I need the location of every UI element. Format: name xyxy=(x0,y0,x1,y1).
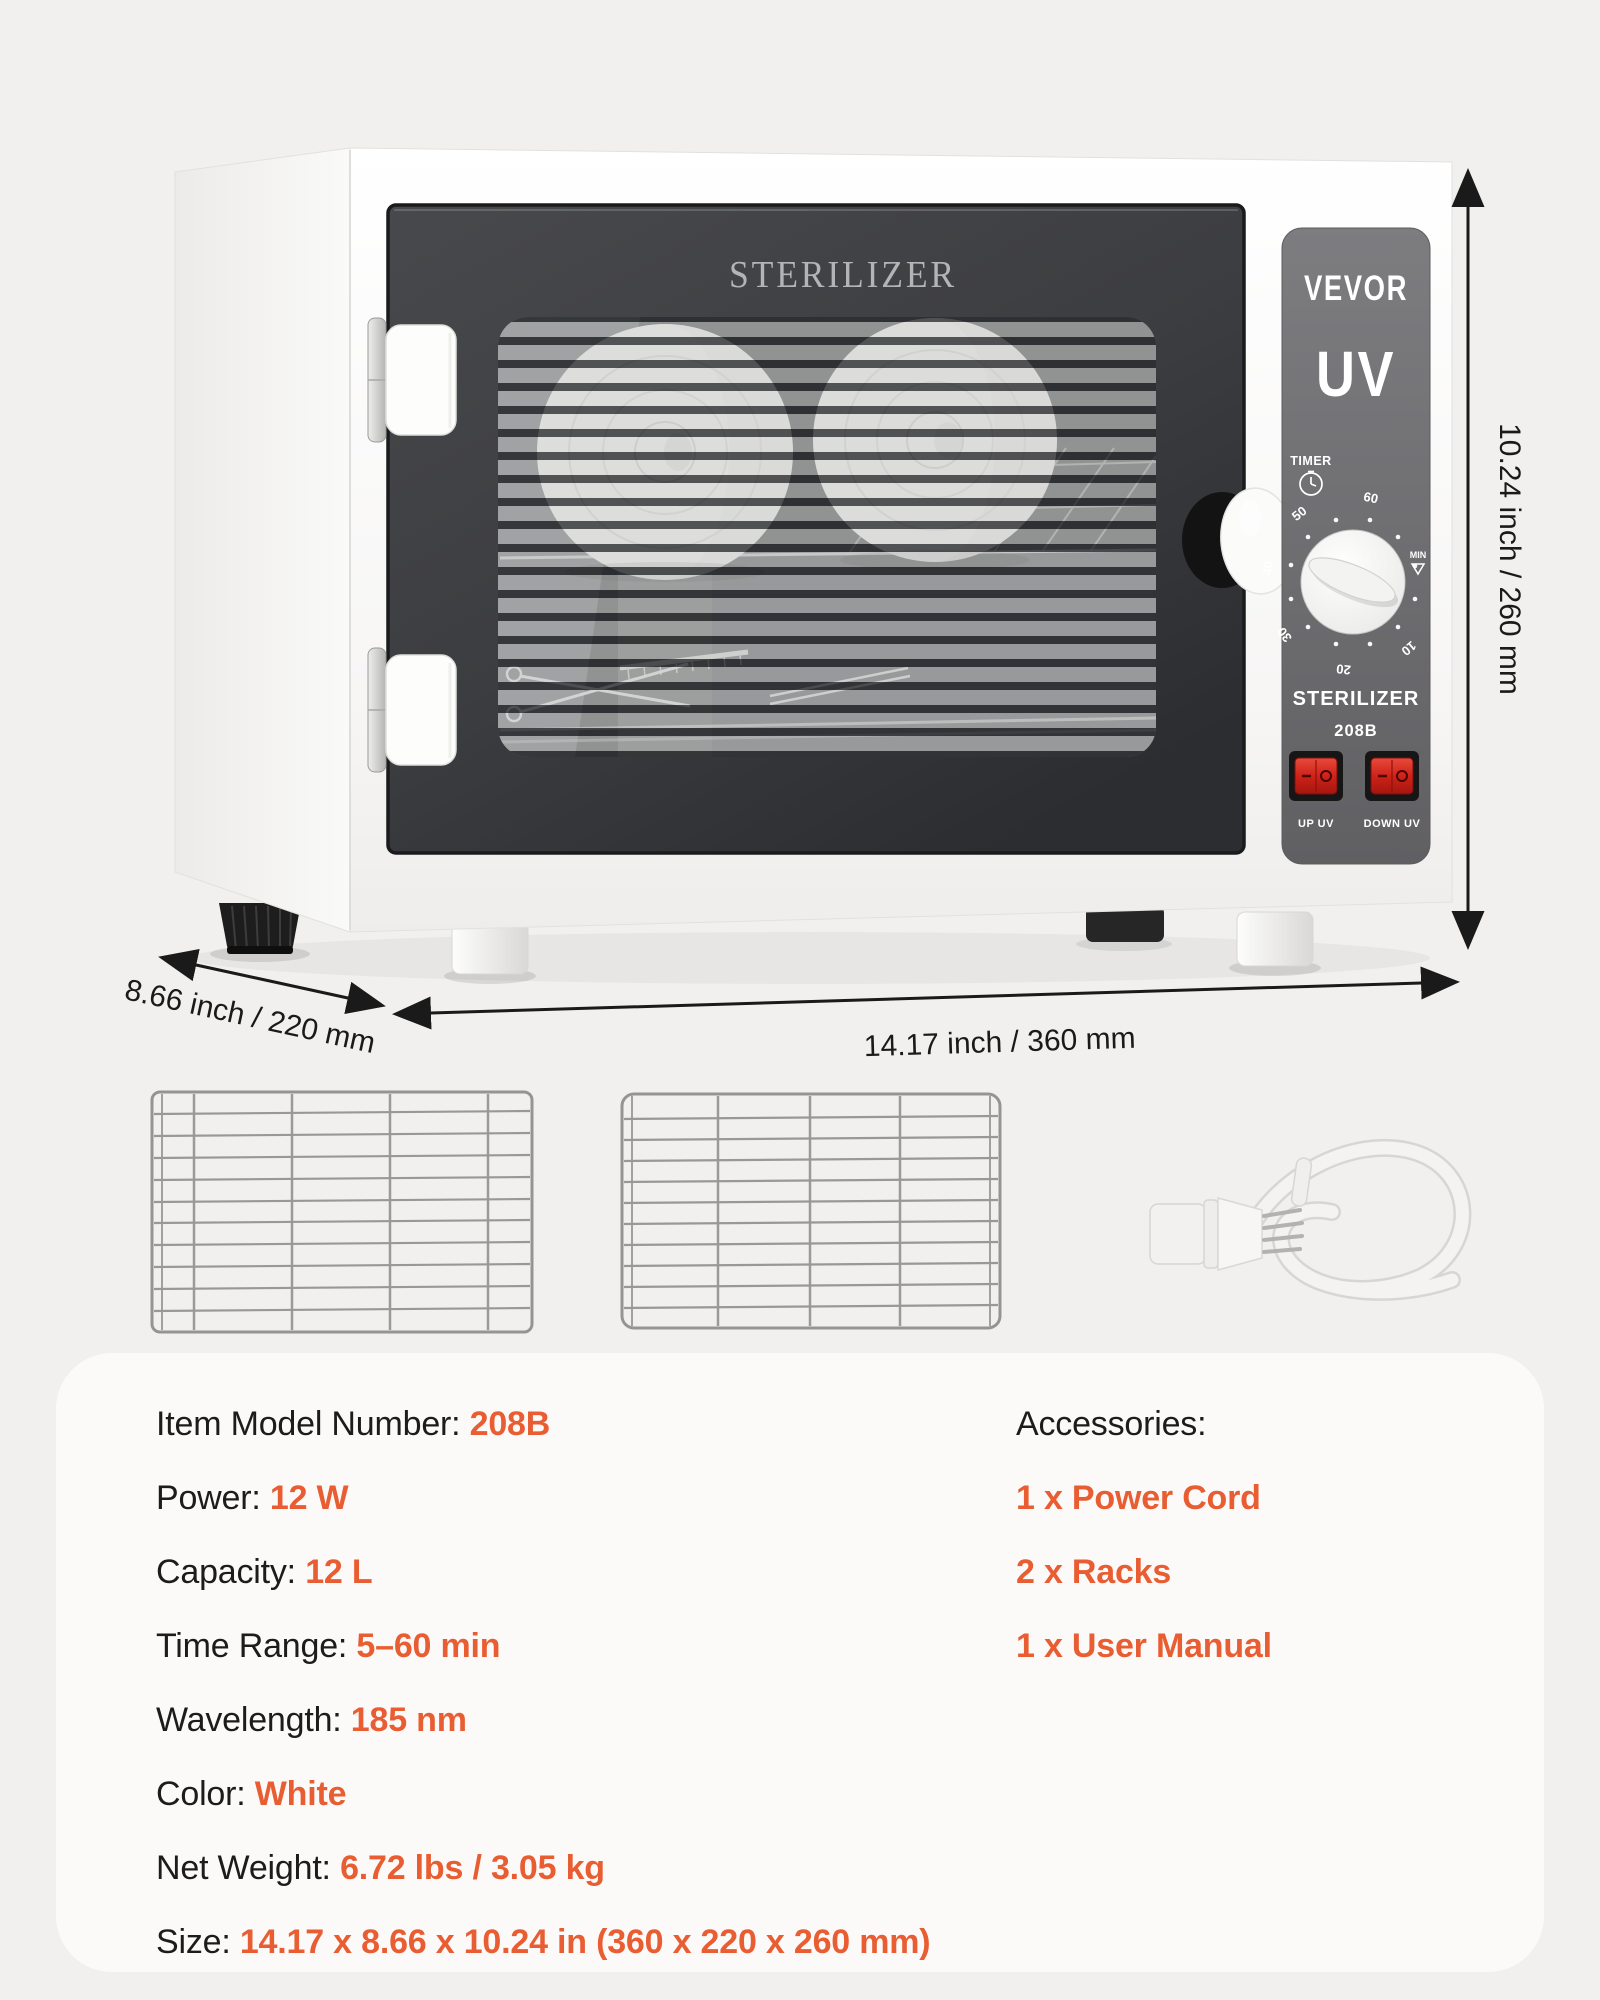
spec-value: 12 L xyxy=(305,1553,373,1591)
height-dimension xyxy=(1468,174,1526,944)
panel-model-number: 208B xyxy=(1334,722,1378,740)
spec-row-power xyxy=(156,1478,348,1518)
door-hinge-top xyxy=(368,318,456,442)
spec-value: 6.72 lbs / 3.05 kg xyxy=(340,1849,605,1887)
dial-label-min: MIN xyxy=(1409,550,1427,560)
width-dimension xyxy=(398,982,1454,1063)
dial-label-40: 40 xyxy=(1259,559,1277,577)
uv-label: UV xyxy=(1316,338,1396,410)
spec-value: 185 nm xyxy=(350,1701,467,1739)
spec-label: Net Weight: xyxy=(156,1849,341,1887)
down-uv-switch xyxy=(1365,751,1419,801)
spec-value: White xyxy=(254,1775,347,1813)
dial-label-20: 20 xyxy=(1335,661,1352,678)
depth-dimension-label: 8.66 inch / 220 mm xyxy=(121,973,379,1061)
power-cord xyxy=(1150,1148,1462,1292)
dial-label-50: 50 xyxy=(1288,503,1310,524)
spec-label: Wavelength: xyxy=(156,1701,351,1739)
switch-label-up: UP UV xyxy=(1298,818,1334,830)
width-dimension-label: 14.17 inch / 360 mm xyxy=(863,1021,1137,1064)
spec-row-model xyxy=(156,1404,550,1444)
spec-value: 5–60 min xyxy=(356,1627,501,1665)
accessory-item: 1 x User Manual xyxy=(1016,1627,1272,1665)
sterilizer-unit xyxy=(175,148,1452,932)
accessories-title: Accessories: xyxy=(1016,1405,1207,1443)
louver-window xyxy=(498,317,1156,757)
spec-label: Size: xyxy=(156,1923,240,1961)
spec-label: Item Model Number: xyxy=(156,1405,470,1443)
timer-label: TIMER xyxy=(1290,454,1332,468)
door-title: STERILIZER xyxy=(729,254,957,296)
spec-row-wavelength xyxy=(156,1700,467,1740)
spec-row-color xyxy=(156,1774,346,1814)
spec-label: Power: xyxy=(156,1479,270,1517)
rack-2 xyxy=(622,1094,1000,1328)
spec-label: Time Range: xyxy=(156,1627,357,1665)
accessory-item: 1 x Power Cord xyxy=(1016,1479,1261,1517)
panel-model-title: STERILIZER xyxy=(1292,688,1420,710)
door-hinge-bottom xyxy=(368,648,456,772)
brand-logo: VEVOR xyxy=(1304,269,1408,308)
louver-slats xyxy=(498,317,1156,757)
accessory-item: 2 x Racks xyxy=(1016,1553,1172,1591)
foot-front-right xyxy=(1237,912,1313,966)
rack-1 xyxy=(152,1092,532,1332)
left-side-panel xyxy=(175,148,350,932)
door xyxy=(368,205,1300,853)
spec-value: 208B xyxy=(469,1405,551,1443)
switch-label-down: DOWN UV xyxy=(1363,818,1421,830)
spec-value: 14.17 x 8.66 x 10.24 in (360 x 220 x 260 mm) xyxy=(239,1923,931,1961)
spec-row-capacity xyxy=(156,1552,372,1592)
spec-panel xyxy=(56,1353,1544,1972)
spec-label: Color: xyxy=(156,1775,255,1813)
dial-label-30: 30 xyxy=(1274,624,1295,646)
control-panel xyxy=(1259,228,1430,864)
spec-row-time-range xyxy=(156,1626,500,1666)
cable-tie xyxy=(1291,1157,1313,1207)
height-dimension-label: 10.24 inch / 260 mm xyxy=(1493,423,1526,695)
width-dimension-arrow xyxy=(398,982,1454,1014)
spec-row-net-weight xyxy=(156,1848,605,1888)
spec-value: 12 W xyxy=(269,1479,349,1517)
dial-label-10: 10 xyxy=(1398,638,1420,659)
up-uv-switch xyxy=(1289,751,1343,801)
spec-row-size xyxy=(156,1922,930,1962)
spec-label: Capacity: xyxy=(156,1553,306,1591)
dial-label-60: 60 xyxy=(1362,488,1380,507)
